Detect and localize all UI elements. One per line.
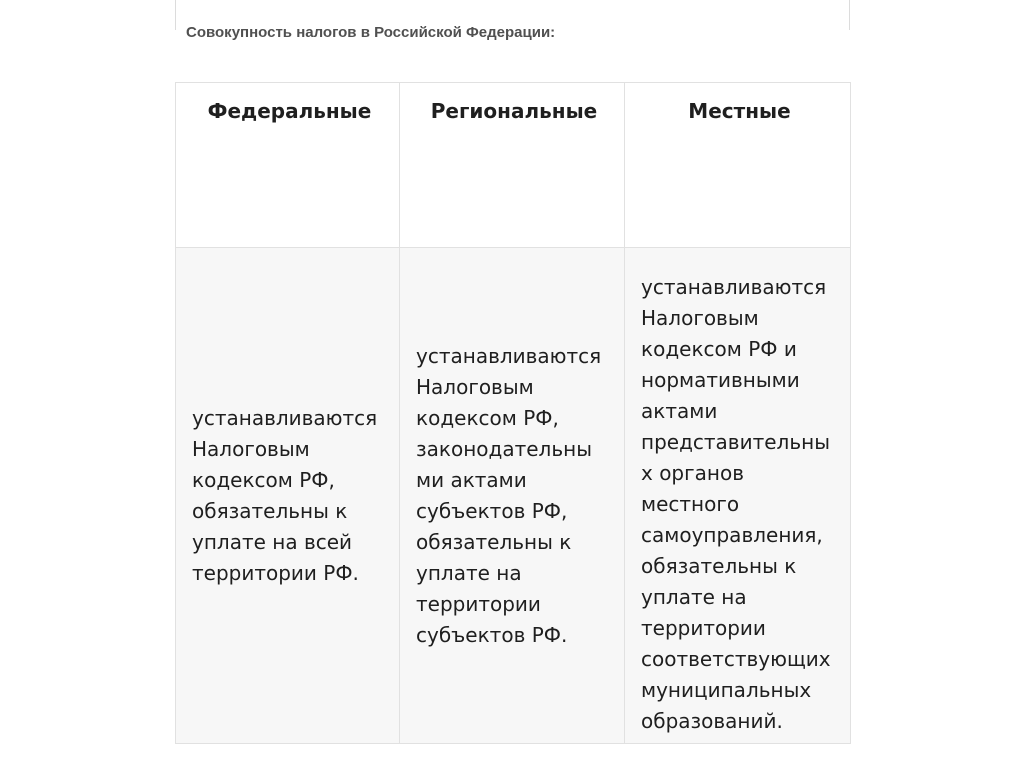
cell-regional: устанавливаются Налоговым кодексом РФ, законодательны ми актами субъектов РФ, обязательны к уплате на территории субъектов РФ. xyxy=(400,248,625,744)
column-rule xyxy=(849,0,850,30)
cell-local: устанавливаются Налоговым кодексом РФ и нормативными актами представительны х органов местного самоуправления, обязательны к уплате на территории соответствующих муниципальных образований. xyxy=(625,248,851,744)
header-federal: Федеральные xyxy=(176,83,400,248)
page-title: Совокупность налогов в Российской Федерации: xyxy=(186,24,556,41)
tax-table xyxy=(175,82,851,744)
table-row xyxy=(176,248,851,744)
header-local: Местные xyxy=(625,83,851,248)
cell-federal: устанавливаются Налоговым кодексом РФ, обязательны к уплате на всей территории РФ. xyxy=(176,248,400,744)
title-band xyxy=(176,0,849,82)
header-regional: Региональные xyxy=(400,83,625,248)
table-header-row xyxy=(176,83,851,248)
